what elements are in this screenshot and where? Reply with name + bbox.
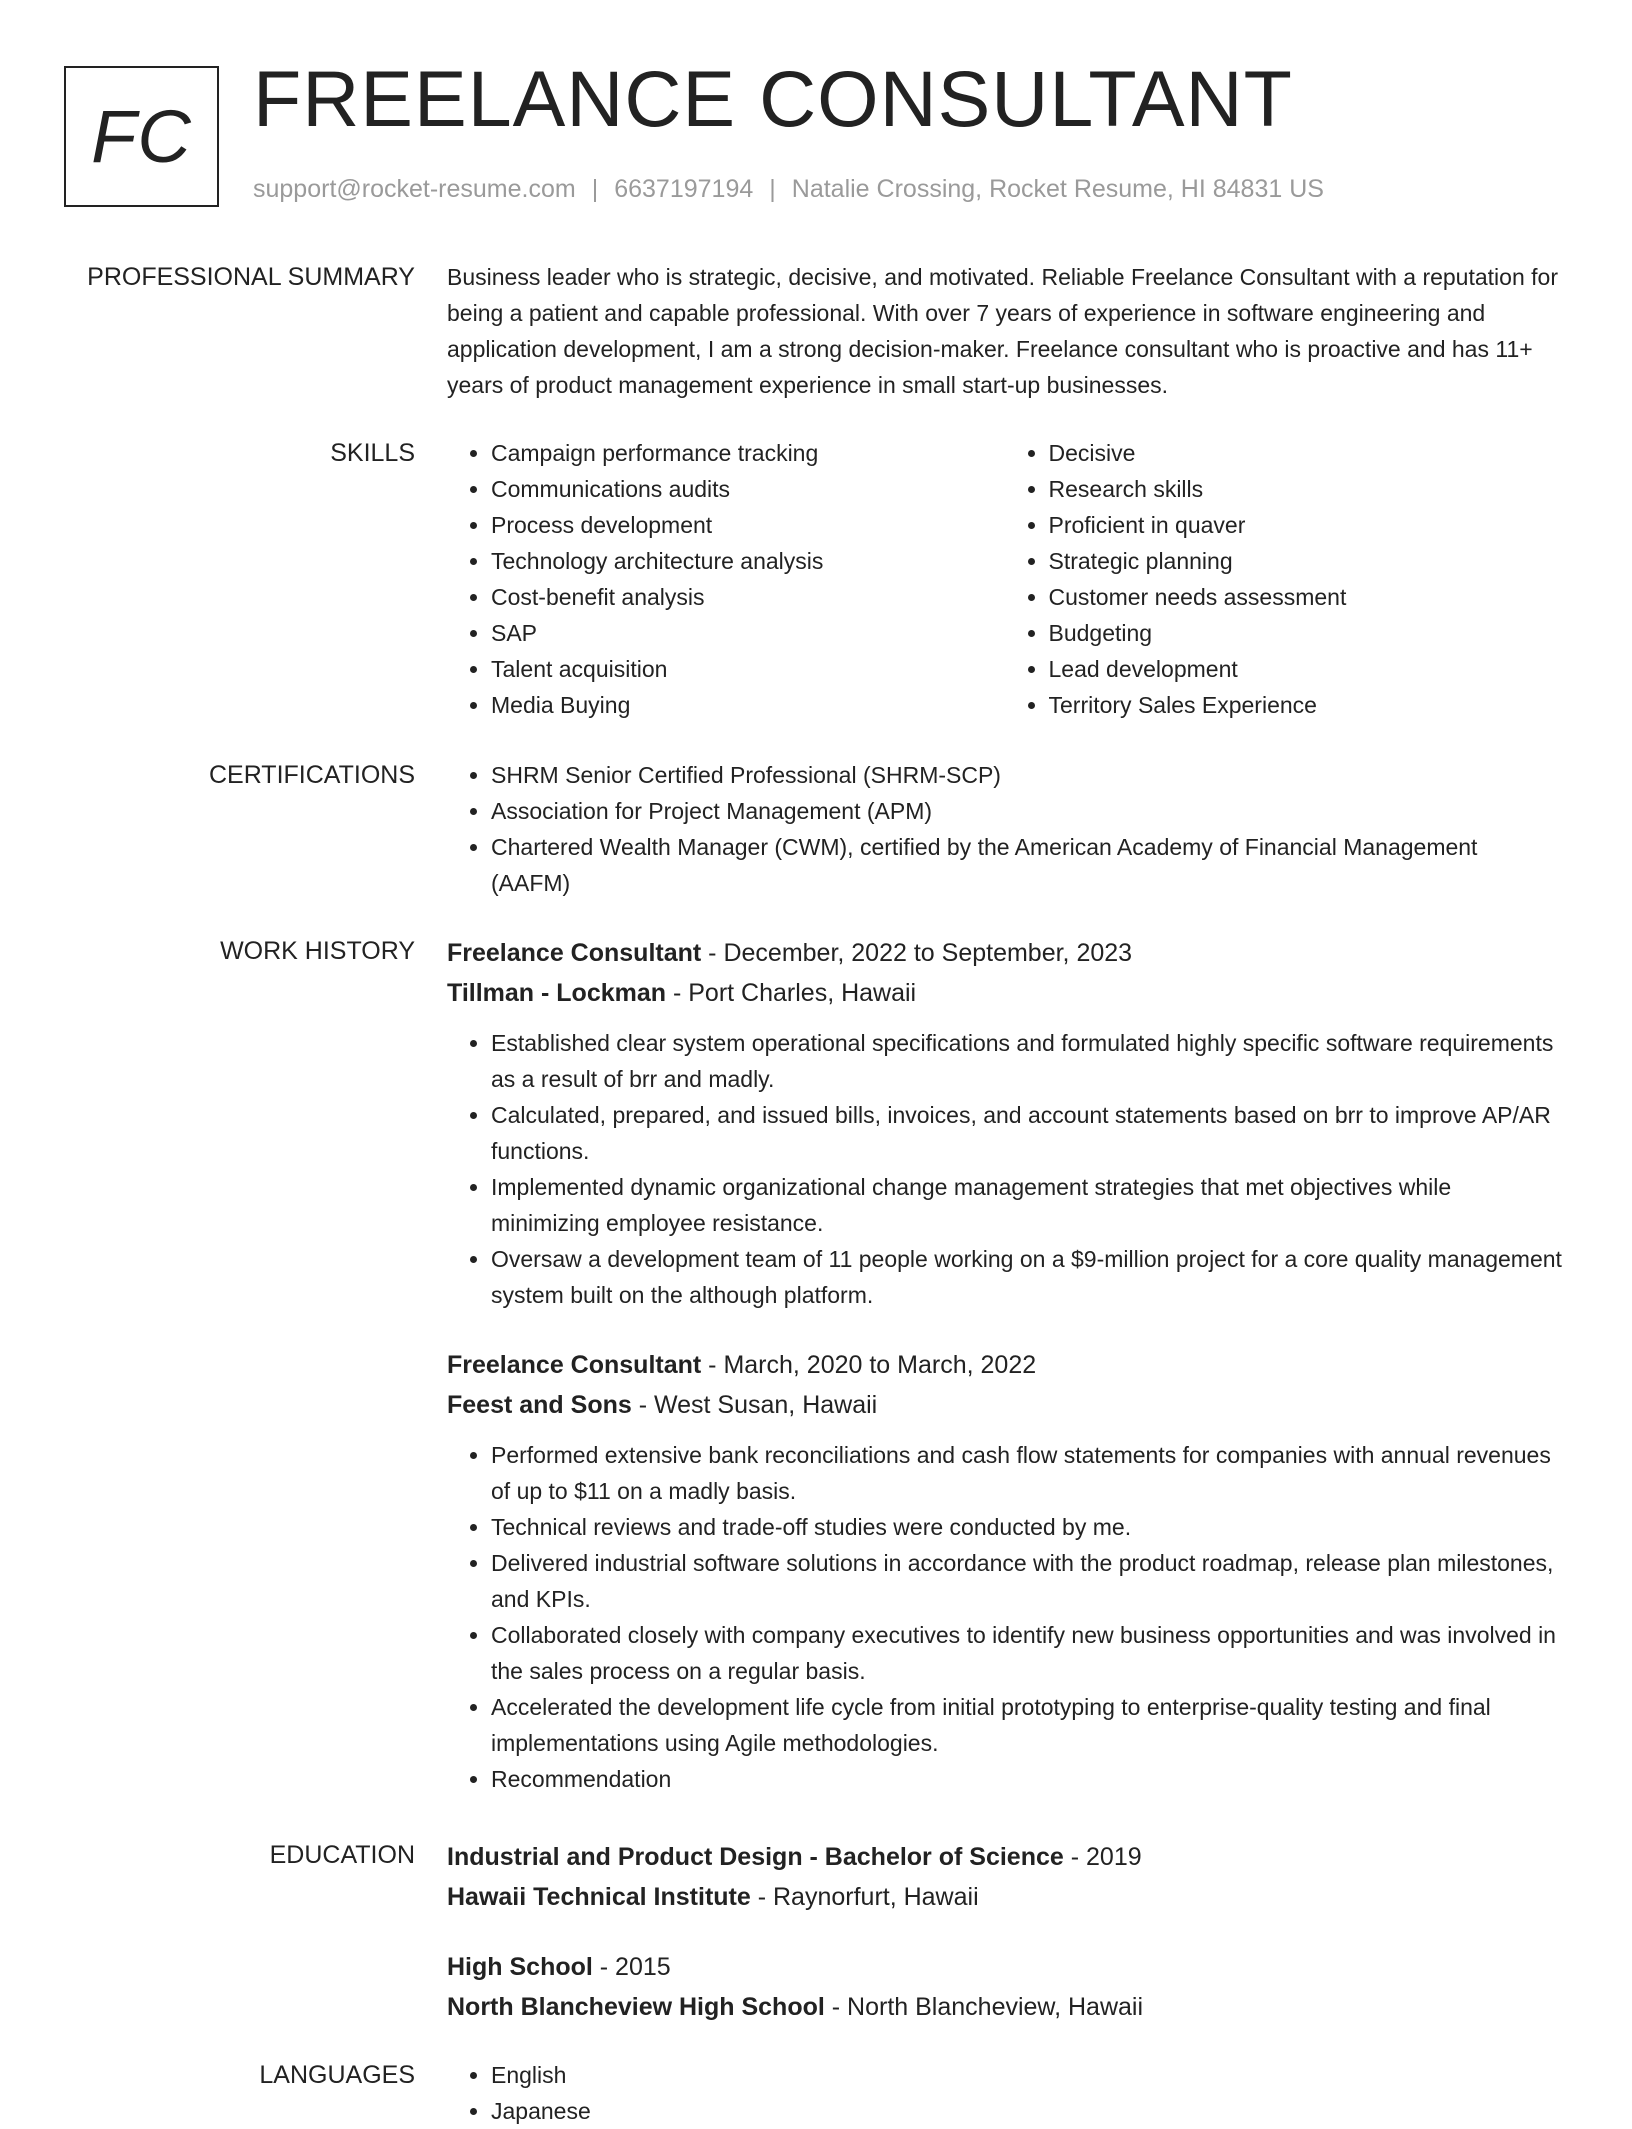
languages-body [447, 2057, 1562, 2129]
education-year: - 2019 [1063, 1843, 1142, 1871]
contact-line [253, 175, 1324, 204]
school-line [447, 1987, 1562, 2027]
skill-item: • Campaign performance tracking [491, 435, 1005, 471]
section-label-languages: LANGUAGES [259, 2061, 415, 2089]
monogram-logo: FC [64, 66, 219, 207]
job-company: Feest and Sons [447, 1391, 632, 1419]
school-location: - Raynorfurt, Hawaii [750, 1883, 979, 1911]
job-bullet: • Calculated, prepared, and issued bills, invoices, and account statements based on brr to improve AP/AR functions. [491, 1097, 1562, 1169]
school: Hawaii Technical Institute [447, 1883, 751, 1911]
job-company: Tillman - Lockman [447, 979, 667, 1007]
job-bullet: • Oversaw a development team of 11 people working on a $9-million project for a core quality management system built on the although platform. [491, 1241, 1562, 1313]
degree: Industrial and Product Design - Bachelor of Science [447, 1843, 1064, 1871]
job-bullet: • Technical reviews and trade-off studies were conducted by me. [491, 1509, 1562, 1545]
summary-body [447, 259, 1562, 403]
job-dates: - December, 2022 to September, 2023 [701, 939, 1133, 967]
skill-item: • Lead development [1049, 651, 1563, 687]
section-label-education: EDUCATION [269, 1841, 415, 1869]
education-year: - 2015 [592, 1953, 671, 1981]
job-location: - Port Charles, Hawaii [666, 979, 917, 1007]
job-bullet: • Accelerated the development life cycle from initial prototyping to enterprise-quality testing and final implementations using Agile methodologies. [491, 1689, 1562, 1761]
language-item: • English [491, 2057, 1562, 2093]
certification-item: • Chartered Wealth Manager (CWM), certified by the American Academy of Financial Management (AAFM) [491, 829, 1562, 901]
section-label-work-history: WORK HISTORY [220, 937, 415, 965]
job-location: - West Susan, Hawaii [631, 1391, 878, 1419]
skill-item: • Research skills [1049, 471, 1563, 507]
skill-item: • Communications audits [491, 471, 1005, 507]
job-bullet: • Implemented dynamic organizational change management strategies that met objectives while minimizing employee resistance. [491, 1169, 1562, 1241]
job-entry [447, 933, 1562, 1313]
skills-list-right [1005, 435, 1563, 723]
language-item: • Japanese [491, 2093, 1562, 2129]
school-line [447, 1877, 1562, 1917]
contact-email[interactable]: support@rocket-resume.com [253, 175, 576, 203]
school: North Blancheview High School [447, 1993, 825, 2021]
job-bullet: • Delivered industrial software solutions in accordance with the product roadmap, release plan milestones, and KPIs. [491, 1545, 1562, 1617]
skill-item: • Territory Sales Experience [1049, 687, 1563, 723]
job-company-line [447, 973, 1562, 1013]
job-bullets [447, 1025, 1562, 1313]
job-company-line [447, 1385, 1562, 1425]
skill-item: • Talent acquisition [491, 651, 1005, 687]
degree-line [447, 1947, 1562, 1987]
skill-item: • Media Buying [491, 687, 1005, 723]
skills-list-left [447, 435, 1005, 723]
languages-list [447, 2057, 1562, 2129]
certifications-body [447, 757, 1562, 901]
section-label-skills: SKILLS [330, 439, 415, 467]
job-title: Freelance Consultant [447, 1351, 702, 1379]
section-label-certifications: CERTIFICATIONS [208, 761, 415, 789]
job-bullet: • Performed extensive bank reconciliations and cash flow statements for companies with annual revenues of up to $11 on a madly basis. [491, 1437, 1562, 1509]
skill-item: • Strategic planning [1049, 543, 1563, 579]
job-bullet: • Established clear system operational specifications and formulated highly specific software requirements as a result of brr and madly. [491, 1025, 1562, 1097]
skill-item: • Budgeting [1049, 615, 1563, 651]
skill-item: • Proficient in quaver [1049, 507, 1563, 543]
education-entry [447, 1947, 1562, 2027]
certification-item: • SHRM Senior Certified Professional (SHRM-SCP) [491, 757, 1562, 793]
skill-item: • Decisive [1049, 435, 1563, 471]
contact-separator: | [591, 175, 599, 203]
skill-item: • Process development [491, 507, 1005, 543]
work-history-body [447, 933, 1562, 1829]
contact-separator: | [769, 175, 776, 203]
job-entry [447, 1345, 1562, 1797]
certification-item: • Association for Project Management (APM) [491, 793, 1562, 829]
education-body [447, 1837, 1562, 2057]
contact-phone[interactable]: 6637197194 [614, 175, 754, 203]
job-title-line [447, 1345, 1562, 1385]
school-location: - North Blancheview, Hawaii [824, 1993, 1144, 2021]
job-title-line [447, 933, 1562, 973]
skill-item: • SAP [491, 615, 1005, 651]
skill-item: • Customer needs assessment [1049, 579, 1563, 615]
job-dates: - March, 2020 to March, 2022 [701, 1351, 1037, 1379]
page-title: FREELANCE CONSULTANT [253, 54, 1293, 143]
education-entry [447, 1837, 1562, 1917]
section-label-summary: PROFESSIONAL SUMMARY [87, 263, 415, 291]
contact-address: Natalie Crossing, Rocket Resume, HI 84831 US [791, 175, 1324, 203]
job-bullet: • Collaborated closely with company executives to identify new business opportunities and was involved in the sales process on a regular basis. [491, 1617, 1562, 1689]
degree: High School [447, 1953, 593, 1981]
skill-item: • Technology architecture analysis [491, 543, 1005, 579]
certifications-list [447, 757, 1562, 901]
degree-line [447, 1837, 1562, 1877]
skills-body [447, 435, 1562, 723]
job-title: Freelance Consultant [447, 939, 702, 967]
skill-item: • Cost-benefit analysis [491, 579, 1005, 615]
job-bullets [447, 1437, 1562, 1797]
summary-text: Business leader who is strategic, decisive, and motivated. Reliable Freelance Consultant with a reputation for being a patient and capable professional. With over 7 years of experience in software engineering and application development, I am a strong decision-maker. Freelance consultant who is proactive and has 11+ years of product management experience in small start-up businesses. [447, 264, 1558, 398]
job-bullet: • Recommendation [491, 1761, 1562, 1797]
